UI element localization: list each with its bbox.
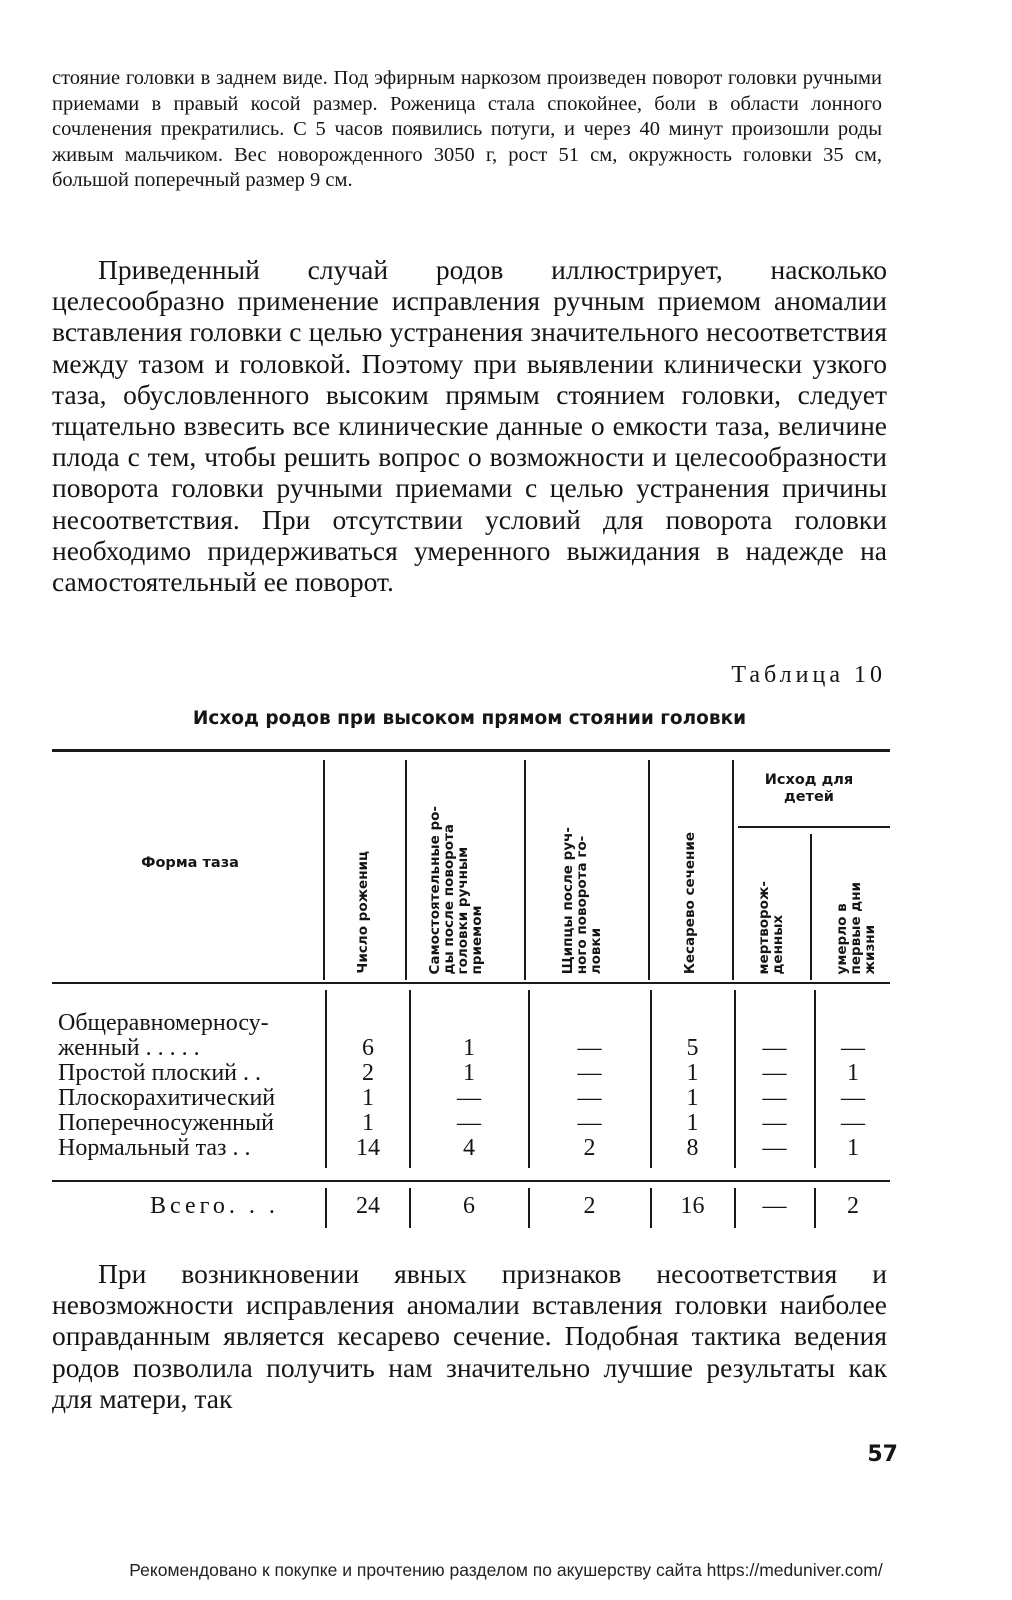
cell-forceps: —: [577, 1110, 602, 1136]
cell-spontaneous: 1: [463, 1035, 475, 1061]
table-number: Таблица 10: [731, 662, 886, 688]
header-cesarean: Кесарево сечение: [682, 831, 698, 974]
header-col-line: [648, 760, 650, 980]
cell-count: 14: [356, 1135, 380, 1161]
cell-cesarean: 5: [686, 1035, 699, 1061]
cell-died: —: [841, 1110, 865, 1136]
cell-forceps: —: [577, 1035, 602, 1061]
children-group-rule: [738, 826, 890, 828]
header-stillborn: мертворож- денных: [756, 880, 786, 974]
page-number: 57: [867, 1442, 898, 1467]
cell-count: 1: [362, 1110, 374, 1136]
row-label: Плоскорахитический: [58, 1085, 276, 1111]
body-paragraph-2: При возникновении явных признаков несоответствия и невозможности исправления аномалии вставления головки наиболее оправданным является кесарево сечение. Подобная тактика ведения родов позволила получить нам значительно лучшие результаты как для матери, так: [52, 1258, 887, 1414]
cell-spontaneous: 4: [463, 1135, 475, 1161]
cell-forceps: —: [577, 1085, 602, 1111]
header-form: Форма таза: [141, 855, 239, 871]
cell-died: 1: [847, 1135, 859, 1161]
total-died: 2: [847, 1193, 859, 1219]
header-col-line: [524, 760, 526, 980]
footer-note: Рекомендовано к покупке и прочтению разделом по акушерству сайта https://meduniver.com/: [129, 1560, 883, 1580]
table-top-rule: [52, 749, 890, 752]
cell-stillborn: —: [762, 1135, 787, 1161]
total-stillborn: —: [762, 1193, 787, 1219]
cell-cesarean: 8: [686, 1135, 699, 1161]
cell-count: 1: [362, 1085, 374, 1111]
row-label: женный . . . . .: [58, 1035, 200, 1061]
cell-forceps: 2: [583, 1135, 596, 1161]
row-label: Поперечносуженный: [58, 1110, 274, 1136]
cell-cesarean: 1: [686, 1085, 699, 1111]
total-forceps: 2: [583, 1193, 596, 1219]
header-forceps: Щипцы после руч- ного поворота го- ловки: [560, 826, 604, 974]
cell-spontaneous: —: [457, 1110, 481, 1136]
total-cesarean: 16: [680, 1193, 705, 1219]
cell-cesarean: 1: [686, 1060, 699, 1086]
header-col-line: [323, 760, 325, 980]
header-died-first-days: умерло в первые дни жизни: [834, 881, 878, 974]
header-spontaneous-cell: [408, 760, 523, 974]
body-paragraph-1: Приведенный случай родов иллюстрирует, насколько целесообразно применение исправления ручным приемом аномалии вставления головки с целью устранения значительного несоответствия между тазом и головкой. Поэтому при выявлении клинически узкого таза, обусловленного высоким прямым стоянием головки, следует тщательно взвесить все клинические данные о емкости таза, величине плода с тем, чтобы решить вопрос о возможности и целесообразности поворота головки ручными приемами с целью устранения причины несоответствия. При отсутствии условий для поворота головки необходимо придерживаться умеренного выжидания в надежде на самостоятельный ее поворот.: [52, 254, 887, 598]
cell-stillborn: —: [762, 1110, 787, 1136]
header-col-line: [732, 760, 734, 980]
row-label: Нормальный таз . .: [58, 1135, 251, 1161]
total-col-line: [325, 1188, 327, 1228]
header-count-cell: [326, 760, 404, 974]
header-cesarean-cell: [651, 760, 731, 974]
total-count: 24: [356, 1193, 380, 1219]
total-label: Всего. . .: [150, 1193, 279, 1219]
row-label: Простой плоский . .: [58, 1060, 262, 1086]
cell-stillborn: —: [762, 1060, 787, 1086]
header-forceps-cell: [527, 760, 647, 974]
cell-stillborn: —: [762, 1085, 787, 1111]
header-count: Число рожениц: [355, 851, 371, 974]
cell-count: 6: [362, 1035, 374, 1061]
header-died-cell: [813, 834, 890, 974]
header-spontaneous: Самостоятельные ро- ды после поворота головки ручным приемом: [427, 805, 485, 974]
header-stillborn-cell: [735, 834, 809, 974]
table-title: Исход родов при высоком прямом стоянии головки: [192, 708, 747, 729]
table-header-bottom-rule: [52, 982, 890, 984]
cell-died: —: [841, 1085, 865, 1111]
cell-died: 1: [847, 1060, 859, 1086]
total-spontaneous: 6: [463, 1193, 475, 1219]
row-label: Общеравномерносу-: [58, 1010, 269, 1036]
header-children-outcome: Исход для детей: [764, 772, 854, 805]
cell-count: 2: [362, 1060, 374, 1086]
cell-cesarean: 1: [686, 1110, 699, 1136]
cell-died: —: [841, 1035, 865, 1061]
cell-spontaneous: —: [457, 1085, 481, 1111]
header-col-line: [405, 760, 407, 980]
cell-spontaneous: 1: [463, 1060, 475, 1086]
table-total-rule: [52, 1180, 890, 1182]
body-col-line: [325, 990, 327, 1168]
header-col-line: [810, 834, 812, 980]
cell-forceps: —: [577, 1060, 602, 1086]
intro-paragraph: стояние головки в заднем виде. Под эфирным наркозом произведен поворот головки ручными приемами в правый косой размер. Роженица стала спокойнее, боли в области лонного сочленения прекратились. С 5 часов появились потуги, и через 40 минут произошли роды живым мальчиком. Вес новорожденного 3050 г, рост 51 см, окружность головки 35 см, большой поперечный размер 9 см.: [52, 67, 882, 191]
cell-stillborn: —: [762, 1035, 787, 1061]
